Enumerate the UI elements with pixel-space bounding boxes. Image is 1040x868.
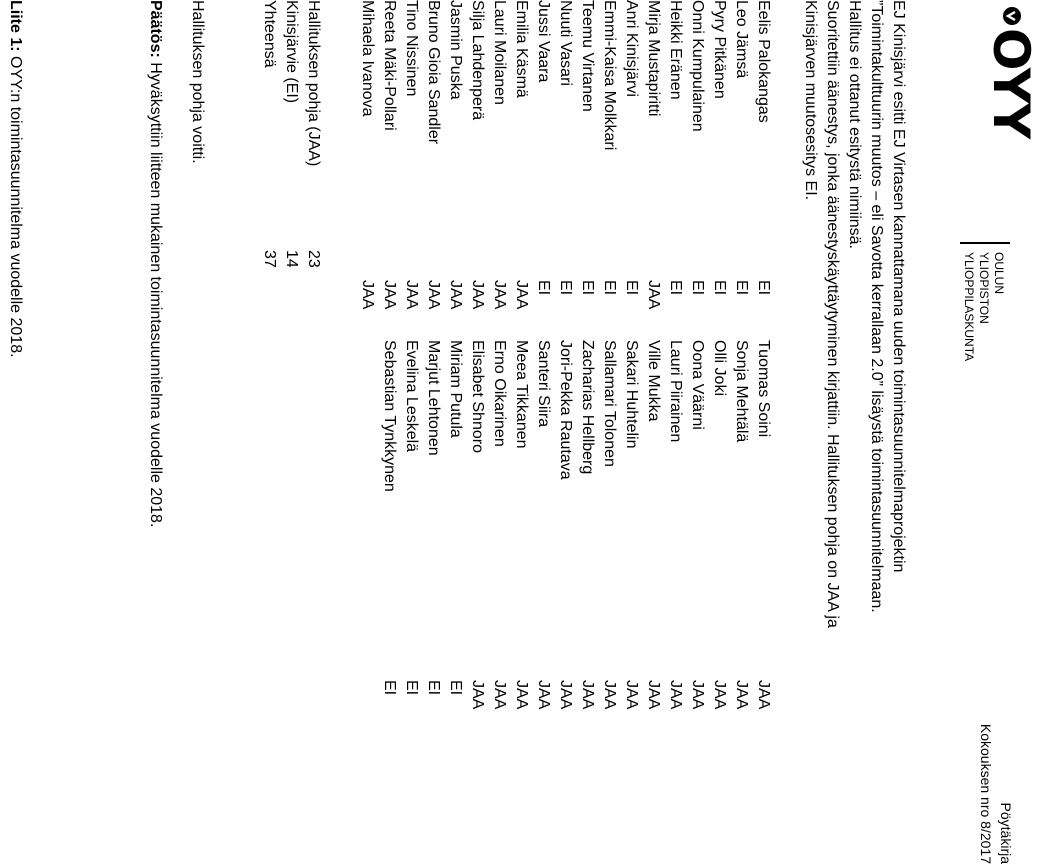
vote-value: EI	[403, 680, 420, 696]
voter-name: Lauri Moilanen	[491, 0, 508, 105]
tally-count: 14	[283, 250, 300, 268]
vote-row	[752, 0, 774, 300]
voter-name: Oona Väärni	[689, 340, 706, 430]
meeting-number: Kokouksen nro 8/2017	[978, 723, 994, 864]
voter-name: Jasmin Puska	[447, 0, 464, 100]
attachment-reference	[6, 0, 24, 358]
vote-row	[466, 340, 488, 710]
vote-row	[620, 340, 642, 710]
voter-name: Elisabet Shnoro	[469, 340, 486, 453]
attachment-label: Liite 1:	[7, 0, 24, 52]
vote-row	[444, 0, 466, 310]
voter-name: Lauri Piirainen	[667, 340, 684, 443]
vote-value: JAA	[667, 680, 684, 710]
vote-value: JAA	[403, 280, 420, 310]
vote-row	[532, 340, 554, 710]
vote-value: JAA	[579, 680, 596, 710]
vote-value: JAA	[513, 280, 530, 310]
vote-row	[730, 340, 752, 710]
voter-name: Zacharias Hellberg	[579, 340, 596, 475]
decision	[146, 0, 164, 527]
vote-row	[488, 340, 510, 710]
vote-list-right	[378, 340, 774, 710]
logo-wordmark: OYY	[982, 28, 1040, 139]
vote-value: EI	[755, 280, 772, 296]
voter-name: Sallamari Tolonen	[601, 340, 618, 467]
vote-row	[378, 0, 400, 310]
org-line: YLIOPISTON	[977, 252, 991, 324]
vote-row	[532, 0, 554, 300]
voter-name: Eelis Palokangas	[755, 0, 772, 123]
vote-row	[620, 0, 642, 300]
vote-value: JAA	[491, 280, 508, 310]
vote-row	[708, 340, 730, 710]
vote-row	[686, 340, 708, 710]
vote-value: JAA	[469, 280, 486, 310]
vote-row	[642, 0, 664, 310]
vote-row	[664, 0, 686, 300]
vote-value: JAA	[557, 680, 574, 710]
vote-value: EI	[425, 680, 442, 696]
voter-name: Jussi Vaara	[535, 0, 552, 83]
vote-value: EI	[623, 280, 640, 296]
voter-name: Sakari Huhtelin	[623, 340, 640, 449]
vote-row	[422, 340, 444, 700]
voter-name: Reeta Mäki-Pollari	[381, 0, 398, 131]
tally-row	[258, 0, 280, 300]
voter-name: Evelina Leskelä	[403, 340, 420, 453]
voter-name: Silja Lahdenperä	[469, 0, 486, 121]
voter-name: Santeri Siira	[535, 340, 552, 428]
proposal-paragraph-line: ”Toimintakulttuurin muutos – eli Savotta kerrallaan 2.0” lisäystä toimintasuunnitelmaan.	[868, 0, 885, 613]
voter-name: Anri Kinisjärvi	[623, 0, 640, 97]
document-type: Pöytäkirja	[998, 802, 1014, 864]
voter-name: Sebastian Tynkkynen	[381, 340, 398, 492]
vote-row	[554, 0, 576, 300]
decision-label: Päätös:	[147, 0, 164, 58]
vote-value: JAA	[689, 680, 706, 710]
vote-value: EI	[535, 280, 552, 296]
org-line: OULUN	[992, 252, 1006, 295]
vote-row	[356, 0, 378, 310]
vote-value: JAA	[623, 680, 640, 710]
vote-value: EI	[381, 680, 398, 696]
vote-value: JAA	[491, 680, 508, 710]
vote-value: EI	[711, 280, 728, 296]
vote-value: EI	[601, 280, 618, 296]
vote-result: Hallituksen pohja voitti.	[189, 0, 206, 164]
vote-row	[466, 0, 488, 310]
vote-value: JAA	[513, 680, 530, 710]
attachment-text: OYY:n toimintasuunnitelma vuodelle 2018.	[7, 51, 24, 358]
voter-name: Teemu Virtanen	[579, 0, 596, 112]
vote-row	[422, 0, 444, 310]
proposal-paragraph-line: EJ Kinisjärvi esitti EJ Virtasen kannattamana uuden toimintasuunnitelmaprojektin	[890, 0, 907, 573]
vote-row	[752, 340, 774, 710]
vote-row	[664, 340, 686, 710]
vote-row	[730, 0, 752, 300]
vote-list-left	[356, 0, 774, 310]
voter-name: Emilia Käsmä	[513, 0, 530, 98]
voter-name: Jori-Pekka Rautava	[557, 340, 574, 480]
vote-value: EI	[689, 280, 706, 296]
vote-value: JAA	[535, 680, 552, 710]
org-line: YLIOPPILASKUNTA	[962, 252, 976, 362]
vote-row	[444, 340, 466, 700]
vote-description-line: Suoritettiin äänestys, jonka äänestyskäyttäytyminen kirjattiin. Hallituksen pohja on JAA ja	[824, 0, 841, 628]
vote-value: JAA	[733, 680, 750, 710]
tally-row	[302, 0, 324, 300]
tally-label: Kinisjärvie (EI)	[283, 0, 300, 104]
vote-value: JAA	[359, 280, 376, 310]
voter-name: Onni Kumpulainen	[689, 0, 706, 132]
vote-row	[400, 0, 422, 310]
vote-tally	[258, 0, 324, 300]
tally-count: 37	[261, 250, 278, 268]
vote-value: JAA	[601, 680, 618, 710]
vote-value: EI	[667, 280, 684, 296]
vote-row	[400, 340, 422, 700]
voter-name: Mirja Mustapiritti	[645, 0, 662, 117]
vote-row	[642, 340, 664, 710]
vote-value: JAA	[755, 680, 772, 710]
vote-row	[510, 340, 532, 710]
vote-row	[378, 340, 400, 700]
vote-row	[576, 0, 598, 300]
vote-description-line: Kinisjärven muutosesitys EI.	[802, 0, 819, 201]
voter-name: Ville Mukka	[645, 340, 662, 422]
board-statement: Hallitus ei ottanut esitystä nimiinsä.	[846, 0, 863, 249]
tally-row	[280, 0, 302, 300]
voter-name: Tino Nissinen	[403, 0, 420, 97]
voter-name: Pyry Pitkänen	[711, 0, 728, 99]
voter-name: Sonja Mehtälä	[733, 340, 750, 443]
vote-row	[554, 340, 576, 710]
vote-row	[576, 340, 598, 710]
vote-row	[598, 0, 620, 300]
vote-value: JAA	[425, 280, 442, 310]
vote-row	[488, 0, 510, 310]
vote-value: JAA	[645, 680, 662, 710]
tally-count: 23	[305, 250, 322, 268]
vote-row	[708, 0, 730, 300]
logo-mark-icon	[1002, 6, 1022, 26]
voter-name: Meea Tikkanen	[513, 340, 530, 449]
voter-name: Tuomas Soini	[755, 340, 772, 438]
organization-name	[961, 252, 1006, 361]
voter-name: Bruno Gioia Sandler	[425, 0, 442, 145]
vote-value: JAA	[645, 280, 662, 310]
vote-value: EI	[557, 280, 574, 296]
tally-label: Yhteensä	[261, 0, 278, 68]
voter-name: Leo Jämsä	[733, 0, 750, 79]
vote-row	[510, 0, 532, 310]
vote-value: JAA	[711, 680, 728, 710]
vote-value: EI	[579, 280, 596, 296]
vote-row	[686, 0, 708, 300]
decision-text: Hyväksyttiin liitteen mukainen toimintasuunnitelma vuodelle 2018.	[147, 57, 164, 528]
voter-name: Nuuti Vasari	[557, 0, 574, 86]
voter-name: Mihaela Ivanova	[359, 0, 376, 117]
vote-value: JAA	[469, 680, 486, 710]
vote-value: JAA	[447, 280, 464, 310]
logo-divider	[960, 242, 1010, 244]
voter-name: Emmi-Kaisa Molkkari	[601, 0, 618, 151]
tally-label: Hallituksen pohja (JAA)	[305, 0, 322, 167]
vote-value: EI	[447, 680, 464, 696]
voter-name: Marjut Lehtonen	[425, 340, 442, 456]
vote-value: EI	[733, 280, 750, 296]
vote-row	[598, 340, 620, 710]
voter-name: Heikki Eränen	[667, 0, 684, 100]
voter-name: Erno Oikarinen	[491, 340, 508, 447]
voter-name: Miriam Putula	[447, 340, 464, 438]
voter-name: Olli Joki	[711, 340, 728, 397]
vote-value: JAA	[381, 280, 398, 310]
